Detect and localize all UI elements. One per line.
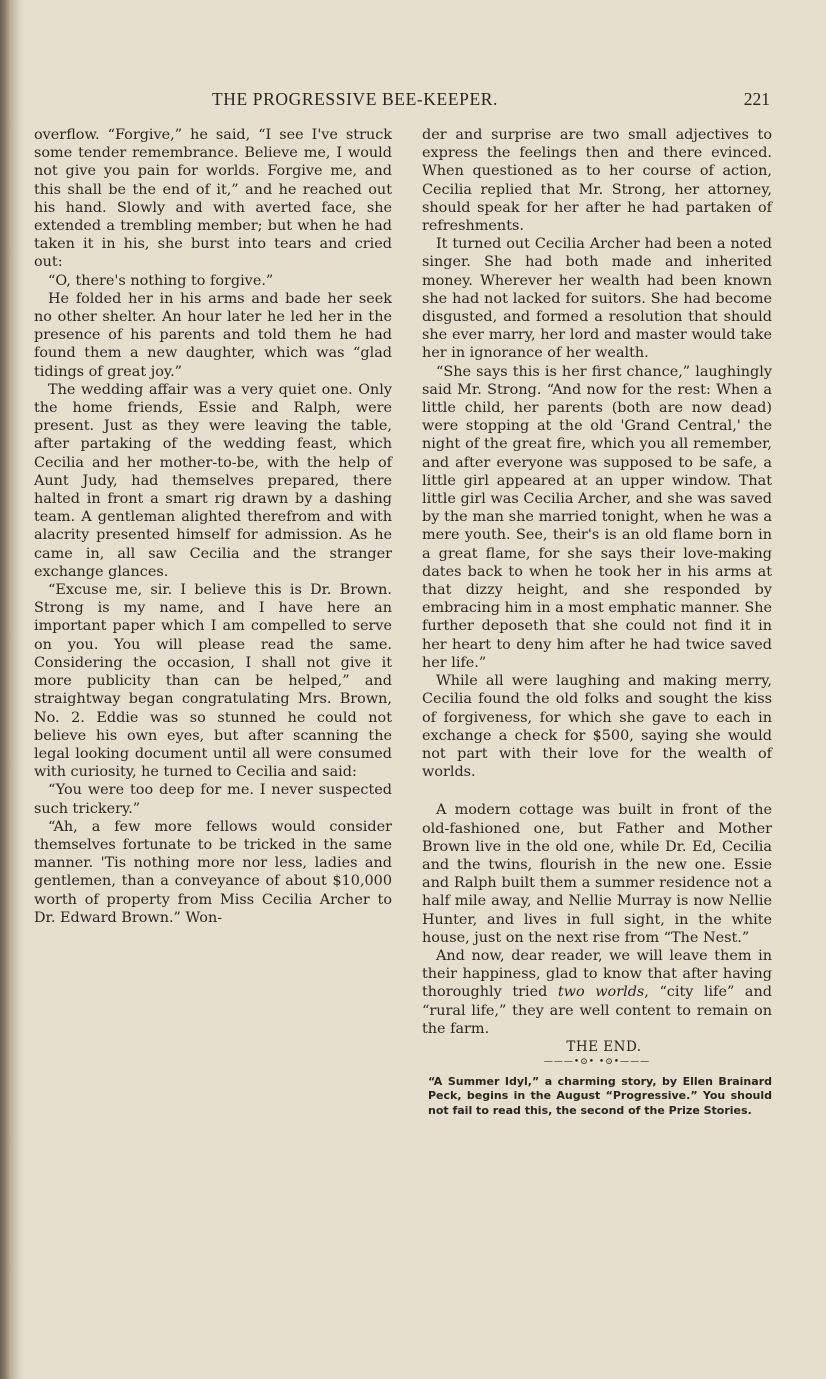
paragraph: “She says this is her first chance,” laughingly said Mr. Strong. “And now for the rest: When a little child, her parents (both are now dead) were stopping at the old 'Grand Central,' the night of the great fire, which you all remember, and after everyone was supposed to be safe, a little girl appeared at an upper window. That little girl was Cecilia Archer, and she was saved by the man she married tonight, when he was a mere youth. See, their's is an old flame born in a great flame, for she says their love-making dates back to when he took her in his arms at that dizzy height, and she responded by embracing him in a most emphatic manner. She further deposeth that she could not find it in her heart to deny him after he had twice saved her life.” <box>422 363 772 671</box>
paragraph: overflow. “Forgive,” he said, “I see I've struck some tender remembrance. Believe me, I would not give you pain for worlds. Forgive me, and this shall be the end of it,” and he reached out his hand. Slowly and with averted face, she extended a trembling member; but when he had taken it in his, she burst into tears and cried out: <box>34 127 392 271</box>
next-issue-notice: “A Summer Idyl,” a charming story, by Ellen Brainard Peck, begins in the August “Progressive.” You should not fail to read this, the second of the Prize Stories. <box>428 1075 772 1117</box>
paragraph: The wedding affair was a very quiet one. Only the home friends, Essie and Ralph, were present. Just as they were leaving the table, after partaking of the wedding feast, which Cecilia and her mother-to-be, with the help of Aunt Judy, had themselves prepared, there halted in front a smart rig drawn by a dashing team. A gentleman alighted therefrom and with alacrity presented himself for admission. As he came in, all saw Cecilia and the stranger exchange glances. <box>34 381 392 580</box>
paragraph: “Ah, a few more fellows would consider themselves fortunate to be tricked in the same manner. 'Tis nothing more nor less, ladies and gentlemen, than a conveyance of about $10,000 worth of property from Miss Cecilia Archer to Dr. Edward Brown.” Won- <box>34 818 392 926</box>
closing-text-start: And now, dear reader, we will leave them in their happiness, glad to know that after having thoroughly tried <box>422 947 772 1001</box>
page-binding-shadow <box>0 0 24 1379</box>
paragraph: “Excuse me, sir. I believe this is Dr. Brown. Strong is my name, and I have here an important paper which I am compelled to serve on you. You will please read the same. Considering the occasion, I shall not give it more publicity than can be helped,” and straightway began congratulating Mrs. Brown, No. 2. Eddie was so stunned he could not believe his own eyes, but after scanning the legal looking document until all were consumed with curiosity, he turned to Cecilia and said: <box>34 582 392 781</box>
closing-emphasis: two worlds <box>557 984 645 1001</box>
paragraph: “You were too deep for me. I never suspected such trickery.” <box>34 782 392 817</box>
closing-text-end: , “city life” and “rural life,” they are well content to remain on the farm. <box>422 984 772 1037</box>
paragraph: “O, there's nothing to forgive.” <box>48 272 274 289</box>
the-end-label: THE END. <box>566 1038 642 1055</box>
paragraph: He folded her in his arms and bade her seek no other shelter. An hour later he led her in the presence of his parents and told them he had found them a new daughter, which was “glad tidings of great joy.” <box>34 290 392 380</box>
right-column <box>422 126 772 1118</box>
epilogue-closing-paragraph <box>422 947 772 1038</box>
paragraph: der and surprise are two small adjectives to express the feelings then and there evinced. When questioned as to her course of action, Cecilia replied that Mr. Strong, her attorney, should speak for her after he had partaken of refreshments. <box>422 127 772 235</box>
running-title: THE PROGRESSIVE BEE-KEEPER. <box>212 89 498 109</box>
epilogue-paragraph: A modern cottage was built in front of the old-fashioned one, but Father and Mother Brown live in the old one, while Dr. Ed, Cecilia and the twins, flourish in the new one. Essie and Ralph built them a summer residence not a half mile away, and Nellie Murray is now Nellie Hunter, and lives in full sight, in the white house, just on the next rise from “The Nest.” <box>422 802 772 946</box>
running-header <box>30 89 800 113</box>
page-number: 221 <box>743 89 770 109</box>
paragraph: It turned out Cecilia Archer had been a noted singer. She had both made and inherited money. Wherever her wealth had been known she had not lacked for suitors. She had become disgusted, and formed a resolution that should she ever marry, her lord and master would take her in ignorance of her wealth. <box>422 236 772 362</box>
paragraph: While all were laughing and making merry, Cecilia found the old folks and sought the kiss of forgiveness, for which she gave to each in exchange a check for $500, saying she would not part with their love for the wealth of worlds. <box>422 673 772 781</box>
ornament-rule: ———•⊙• •⊙•——— <box>543 1057 651 1068</box>
left-column <box>34 126 392 927</box>
